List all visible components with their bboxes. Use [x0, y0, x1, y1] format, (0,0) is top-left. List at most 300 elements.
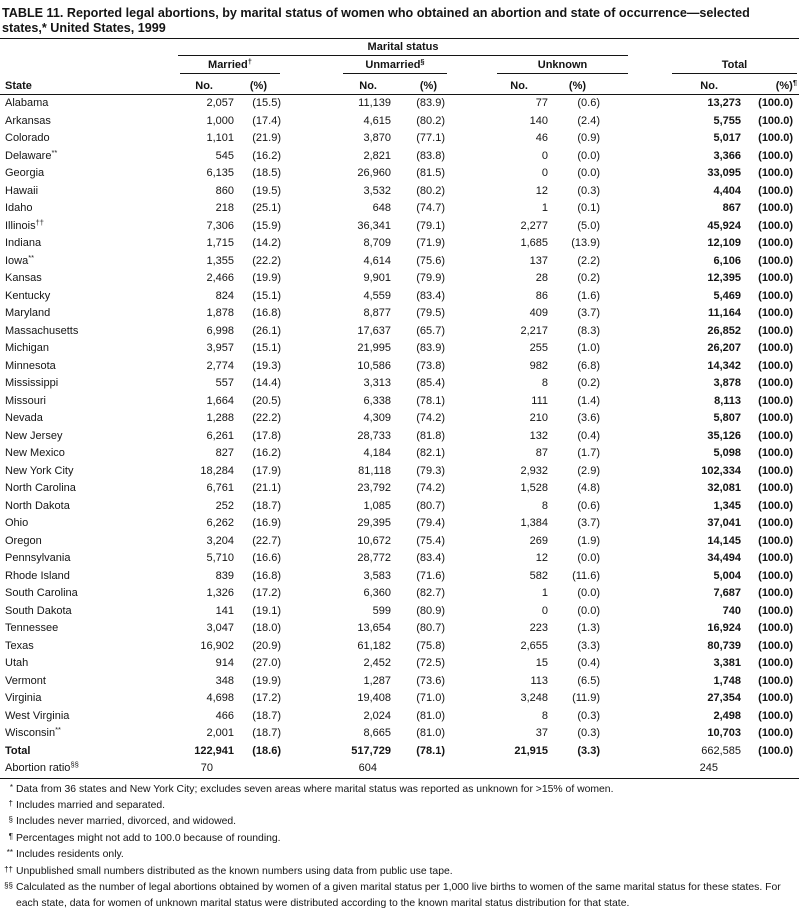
unknown-pct-cell: (13.9)	[571, 237, 601, 249]
total-no-cell: 16,924	[707, 622, 742, 634]
state-cell: Vermont	[5, 674, 46, 687]
unmarried-no-cell: 2,024	[363, 709, 391, 722]
table-row	[0, 270, 799, 288]
total-no-cell: 5,755	[713, 114, 742, 127]
married-ratio-cell: 70	[176, 760, 236, 778]
total-no-cell: 3,366	[713, 149, 742, 162]
total-pct-cell: (100.0)	[758, 517, 794, 529]
footnote-marker: †	[8, 798, 13, 808]
unmarried-pct-cell: (83.8)	[416, 149, 445, 162]
footnote	[0, 847, 799, 863]
total-pct-cell: (100.0)	[758, 254, 794, 267]
unknown-no-cell: 409	[529, 307, 548, 319]
total-pct-cell: (100.0)	[758, 587, 794, 599]
unmarried-no-cell: 81,118	[358, 464, 391, 477]
footnote-marker: §	[8, 815, 13, 825]
total-pct-cell: (100.0)	[758, 219, 794, 232]
married-pct-cell: (16.6)	[252, 552, 281, 564]
married-no-cell: 4,698	[206, 692, 234, 704]
table-row	[0, 95, 799, 113]
unknown-pct-cell: (0.0)	[577, 587, 601, 599]
state-cell: Idaho	[5, 202, 33, 214]
married-no-cell: 2,466	[206, 272, 234, 284]
state-cell: Arkansas	[5, 114, 51, 127]
col-header-married-no: No.	[176, 74, 236, 95]
total-no-cell: 3,878	[713, 377, 742, 389]
state-footnote-marker: **	[51, 147, 58, 157]
unmarried-pct-cell: (80.2)	[416, 114, 445, 127]
table-row	[0, 148, 799, 166]
total-pct-cell: (100.0)	[758, 149, 794, 162]
married-no-cell: 2,001	[206, 727, 234, 739]
married-pct-cell: (20.5)	[252, 394, 281, 407]
total-no-cell: 33,095	[707, 167, 742, 179]
total-pct-cell: (100.0)	[758, 692, 794, 704]
unknown-pct-cell: (0.0)	[577, 604, 601, 617]
table-row	[0, 428, 799, 446]
unknown-pct-cell: (0.0)	[577, 167, 601, 179]
total-pct-cell: (100.0)	[758, 534, 794, 547]
married-pct-cell: (16.2)	[252, 149, 281, 162]
unknown-no-cell: 0	[541, 604, 548, 617]
total-no-cell: 34,494	[707, 552, 742, 564]
unknown-pct-cell: (3.3)	[577, 744, 601, 757]
unknown-pct-cell: (0.3)	[577, 709, 601, 722]
total-no-cell: 37,041	[707, 517, 742, 529]
col-header-unknown-no: No.	[447, 74, 550, 95]
unknown-pct-cell: (3.7)	[577, 517, 601, 529]
state-cell: Alabama	[5, 97, 49, 109]
state-cell: Nevada	[5, 412, 43, 424]
married-no-cell: 6,262	[206, 517, 234, 529]
total-pct-cell: (100.0)	[758, 377, 794, 389]
married-pct-cell: (19.1)	[252, 604, 281, 617]
married-pct-cell: (16.9)	[252, 517, 281, 529]
unknown-no-cell: 3,248	[520, 692, 548, 704]
unmarried-no-cell: 13,654	[357, 622, 391, 634]
total-pct-cell: (100.0)	[758, 552, 794, 564]
total-no-cell: 102,334	[701, 464, 742, 477]
unknown-no-cell: 8	[541, 709, 548, 722]
total-no-cell: 13,273	[707, 97, 742, 109]
unmarried-no-cell: 8,665	[363, 727, 391, 739]
total-pct-cell: (100.0)	[758, 272, 794, 284]
state-cell: Mississippi	[5, 377, 59, 389]
married-no-cell: 252	[215, 499, 234, 512]
col-group-unknown	[447, 56, 630, 74]
married-pct-cell: (17.2)	[252, 587, 281, 599]
married-pct-cell: (18.6)	[252, 744, 281, 757]
table-row	[0, 130, 799, 148]
unknown-pct-cell: (0.3)	[577, 727, 601, 739]
unknown-pct-cell: (0.4)	[577, 429, 601, 442]
table-row	[0, 235, 799, 253]
married-pct-cell: (19.9)	[252, 272, 281, 284]
total-no-cell: 5,807	[713, 412, 742, 424]
unmarried-no-cell: 4,559	[363, 289, 391, 302]
abortions-by-marital-status-table	[0, 39, 799, 779]
footnote-text: Calculated as the number of legal abortions obtained by women of a given marital status per 1,000 live births to women of the same marital status for these states. For each state, data for women of unknown marital status were distributed according to the known marital status distribution for that state.	[16, 881, 781, 910]
unmarried-pct-cell: (81.0)	[416, 727, 445, 739]
state-cell: Hawaii	[5, 184, 39, 197]
total-pct-cell: (100.0)	[758, 447, 794, 459]
unmarried-pct-cell: (83.9)	[416, 97, 445, 109]
married-pct-cell: (22.7)	[252, 534, 281, 547]
total-no-cell: 867	[722, 202, 742, 214]
unknown-no-cell: 12	[535, 552, 548, 564]
state-cell: Missouri	[5, 394, 46, 407]
unknown-pct-cell: (0.2)	[577, 272, 601, 284]
table-title: TABLE 11. Reported legal abortions, by marital status of women who obtained an abortion and state of occurrence—selected states,* United States, 1999	[0, 0, 799, 39]
unmarried-no-cell: 4,614	[363, 254, 391, 267]
total-ratio-cell: 245	[630, 760, 743, 778]
unmarried-pct-cell: (81.5)	[416, 167, 445, 179]
total-pct-cell: (100.0)	[758, 202, 794, 214]
table-row	[0, 725, 799, 743]
unmarried-pct-cell: (81.8)	[416, 429, 445, 442]
footnote	[0, 864, 799, 880]
footnote-text: Unpublished small numbers distributed as the known numbers using data from public use tape.	[16, 865, 453, 877]
married-no-cell: 466	[215, 709, 234, 722]
married-no-cell: 3,047	[206, 622, 234, 634]
table-row	[0, 375, 799, 393]
unknown-pct-cell: (6.8)	[577, 359, 601, 372]
footnote-text: Data from 36 states and New York City; excludes seven areas where marital status was reported as unknown for >15% of women.	[16, 783, 614, 795]
married-pct-cell: (15.5)	[252, 97, 281, 109]
total-no-cell: 2,498	[713, 709, 742, 722]
state-cell: Michigan	[5, 342, 50, 354]
table-row	[0, 445, 799, 463]
married-no-cell: 3,957	[206, 342, 234, 354]
unmarried-no-cell: 36,341	[357, 219, 391, 232]
unmarried-pct-cell: (75.6)	[416, 254, 445, 267]
unknown-no-cell: 111	[531, 394, 548, 407]
unmarried-pct-cell: (65.7)	[416, 324, 445, 337]
total-no-cell: 662,585	[701, 744, 742, 757]
state-cell: Indiana	[5, 237, 42, 249]
married-pct-cell: (19.9)	[252, 674, 281, 687]
footnote	[0, 880, 799, 913]
married-no-cell: 6,761	[206, 482, 234, 494]
unknown-no-cell: 982	[529, 359, 548, 372]
unknown-no-cell: 140	[529, 114, 548, 127]
unknown-pct-cell: (1.3)	[577, 622, 601, 634]
total-pct-cell: (100.0)	[758, 114, 794, 127]
married-no-cell: 348	[215, 674, 234, 687]
unmarried-no-cell: 19,408	[357, 692, 391, 704]
total-pct-cell: (100.0)	[758, 184, 794, 197]
married-no-cell: 1,101	[206, 132, 234, 144]
unmarried-pct-cell: (83.9)	[416, 342, 445, 354]
table-row	[0, 568, 799, 586]
total-pct-cell: (100.0)	[758, 744, 794, 757]
state-cell: Kentucky	[5, 289, 51, 302]
married-no-cell: 6,135	[206, 167, 234, 179]
unmarried-pct-cell: (79.9)	[416, 272, 445, 284]
unmarried-no-cell: 28,772	[357, 552, 391, 564]
state-cell: Rhode Island	[5, 569, 70, 582]
total-no-cell: 12,109	[707, 237, 742, 249]
table-row	[0, 690, 799, 708]
unmarried-no-cell: 10,672	[357, 534, 391, 547]
total-pct-cell: (100.0)	[758, 464, 794, 477]
total-pct-cell: (100.0)	[758, 342, 794, 354]
unmarried-pct-cell: (77.1)	[416, 132, 445, 144]
married-no-cell: 1,664	[206, 394, 234, 407]
table-row	[0, 183, 799, 201]
total-pct-cell: (100.0)	[758, 359, 794, 372]
unknown-pct-cell: (5.0)	[577, 219, 601, 232]
unknown-pct-cell: (1.9)	[577, 534, 601, 547]
footnote-text: Includes married and separated.	[16, 799, 166, 811]
married-no-cell: 2,774	[206, 359, 234, 372]
married-no-cell: 1,288	[206, 412, 234, 424]
total-label: Total	[721, 59, 748, 71]
table-row	[0, 655, 799, 673]
married-footnote-marker: †	[247, 57, 252, 66]
total-no-cell: 5,098	[713, 447, 742, 459]
total-pct-cell: (100.0)	[758, 657, 794, 669]
table-row	[0, 253, 799, 271]
footnote-marker: **	[6, 848, 13, 858]
table-row	[0, 288, 799, 306]
col-header-unmarried-pct: (%)	[393, 74, 447, 95]
table-row	[0, 498, 799, 516]
married-pct-cell: (18.5)	[252, 167, 281, 179]
married-no-cell: 1,355	[206, 254, 234, 267]
table-row	[0, 165, 799, 183]
unmarried-pct-cell: (80.7)	[416, 622, 445, 634]
total-pct-cell: (100.0)	[758, 324, 794, 337]
total-no-cell: 26,207	[707, 342, 742, 354]
table-row	[0, 393, 799, 411]
unmarried-pct-cell: (80.7)	[416, 499, 445, 512]
state-cell: Virginia	[5, 692, 42, 704]
total-pct-cell: (100.0)	[758, 167, 794, 179]
total-pct-cell: (100.0)	[758, 289, 794, 302]
total-no-cell: 26,852	[707, 324, 742, 337]
footnote-marker: §§	[4, 880, 13, 890]
unmarried-label: Unmarried	[365, 59, 421, 71]
married-no-cell: 860	[215, 184, 234, 197]
unknown-pct-cell: (0.6)	[577, 499, 601, 512]
marital-status-spanner-row	[0, 39, 799, 56]
state-cell: Texas	[5, 639, 34, 652]
table-row	[0, 708, 799, 726]
unknown-pct-cell: (0.4)	[577, 657, 601, 669]
unknown-no-cell: 8	[541, 377, 548, 389]
footnote-text: Includes never married, divorced, and widowed.	[16, 816, 237, 828]
married-pct-cell: (21.1)	[252, 482, 281, 494]
unmarried-pct-cell: (80.2)	[416, 184, 445, 197]
table-row	[0, 463, 799, 481]
married-pct-cell: (27.0)	[252, 657, 281, 669]
total-row	[0, 743, 799, 761]
unknown-no-cell: 137	[529, 254, 548, 267]
total-no-cell: 4,404	[713, 184, 742, 197]
married-no-cell: 122,941	[194, 744, 234, 757]
unknown-pct-cell: (8.3)	[577, 324, 601, 337]
unmarried-no-cell: 517,729	[351, 744, 391, 757]
unknown-no-cell: 2,655	[520, 639, 548, 652]
total-no-cell: 5,004	[713, 569, 742, 582]
col-group-married	[176, 56, 283, 74]
col-header-state: State	[0, 39, 176, 95]
married-no-cell: 16,902	[200, 639, 234, 652]
unknown-no-cell: 1,685	[520, 237, 548, 249]
married-pct-cell: (18.7)	[252, 709, 281, 722]
col-header-total-pct: (%)¶	[743, 74, 799, 95]
col-header-married-pct: (%)	[236, 74, 283, 95]
col-header-unknown-pct: (%)	[550, 74, 630, 95]
unmarried-pct-cell: (79.1)	[416, 219, 445, 232]
total-no-cell: 6,106	[713, 254, 742, 267]
unknown-no-cell: 28	[535, 272, 548, 284]
unmarried-pct-cell: (73.8)	[416, 359, 445, 372]
table-row	[0, 603, 799, 621]
unknown-no-cell: 1,528	[520, 482, 548, 494]
unmarried-pct-cell: (78.1)	[416, 394, 445, 407]
state-cell: Minnesota	[5, 359, 56, 372]
col-header-total-no: No.	[630, 74, 743, 95]
unknown-pct-cell: (0.3)	[577, 184, 601, 197]
table-row	[0, 620, 799, 638]
unmarried-no-cell: 28,733	[357, 429, 391, 442]
married-pct-cell: (15.9)	[252, 219, 281, 232]
married-no-cell: 1,878	[206, 307, 234, 319]
married-no-cell: 839	[215, 569, 234, 582]
unmarried-no-cell: 8,877	[363, 307, 391, 319]
total-pct-cell: (100.0)	[758, 639, 794, 652]
table-row	[0, 358, 799, 376]
married-no-cell: 545	[215, 149, 234, 162]
total-no-cell: 5,017	[713, 132, 742, 144]
unmarried-pct-cell: (83.4)	[416, 289, 445, 302]
col-header-unmarried-no: No.	[283, 74, 393, 95]
state-cell: Tennessee	[5, 622, 59, 634]
unknown-no-cell: 87	[535, 447, 548, 459]
state-cell: Massachusetts	[5, 324, 79, 337]
unmarried-pct-cell: (71.9)	[416, 237, 445, 249]
married-no-cell: 6,998	[206, 324, 234, 337]
unmarried-no-cell: 648	[372, 202, 391, 214]
married-no-cell: 1,000	[206, 114, 234, 127]
table-row	[0, 305, 799, 323]
unmarried-no-cell: 11,139	[358, 97, 391, 109]
married-pct-cell: (18.0)	[252, 622, 281, 634]
total-row-label: Total	[5, 744, 31, 757]
unmarried-pct-cell: (81.0)	[416, 709, 445, 722]
total-no-cell: 14,145	[707, 534, 742, 547]
married-pct-cell: (17.4)	[252, 114, 281, 127]
unmarried-no-cell: 1,287	[363, 674, 391, 687]
footnote	[0, 798, 799, 814]
state-cell: Delaware**	[5, 147, 58, 162]
married-pct-cell: (15.1)	[252, 342, 281, 354]
total-no-cell: 27,354	[707, 692, 742, 704]
state-cell: Iowa**	[5, 252, 35, 267]
unmarried-ratio-cell: 604	[283, 760, 393, 778]
footnote-marker: ††	[4, 864, 13, 874]
unknown-no-cell: 210	[529, 412, 548, 424]
unknown-no-cell: 2,217	[520, 324, 548, 337]
married-pct-cell: (20.9)	[252, 639, 281, 652]
unknown-pct-cell: (0.6)	[577, 97, 601, 109]
unknown-pct-cell: (1.7)	[577, 447, 601, 459]
married-no-cell: 1,715	[206, 237, 234, 249]
unknown-pct-cell: (0.0)	[577, 149, 601, 162]
unknown-pct-cell: (6.5)	[577, 674, 601, 687]
table-body	[0, 95, 799, 779]
married-pct-cell: (15.1)	[252, 289, 281, 302]
total-pct-cell: (100.0)	[758, 727, 794, 739]
table-row	[0, 340, 799, 358]
table-row	[0, 673, 799, 691]
unknown-pct-cell: (0.0)	[577, 552, 601, 564]
state-cell: Pennsylvania	[5, 552, 71, 564]
state-cell: Utah	[5, 657, 29, 669]
unknown-label: Unknown	[537, 59, 588, 71]
unknown-no-cell: 21,915	[514, 744, 548, 757]
unknown-no-cell: 582	[529, 569, 548, 582]
married-no-cell: 218	[215, 202, 234, 214]
state-cell: North Dakota	[5, 499, 70, 512]
total-pct-footnote-marker: ¶	[792, 78, 798, 87]
col-group-marital-status	[176, 39, 630, 56]
total-no-cell: 35,126	[707, 429, 742, 442]
unmarried-no-cell: 2,821	[363, 149, 391, 162]
total-no-cell: 10,703	[707, 727, 742, 739]
married-no-cell: 3,204	[206, 534, 234, 547]
state-cell: North Carolina	[5, 482, 76, 494]
unknown-pct-cell: (3.6)	[577, 412, 601, 424]
unmarried-no-cell: 3,532	[363, 184, 391, 197]
married-no-cell: 18,284	[200, 464, 234, 477]
married-pct-cell: (22.2)	[252, 412, 281, 424]
married-no-cell: 7,306	[206, 219, 234, 232]
married-no-cell: 6,261	[206, 429, 234, 442]
table-row	[0, 113, 799, 131]
unknown-no-cell: 77	[535, 97, 548, 109]
married-pct-cell: (26.1)	[252, 324, 281, 337]
unmarried-no-cell: 9,901	[363, 272, 391, 284]
unmarried-no-cell: 61,182	[357, 639, 391, 652]
footnote-text: Includes residents only.	[16, 849, 124, 861]
total-pct-cell: (100.0)	[758, 307, 794, 319]
state-cell: New York City	[5, 464, 74, 477]
married-no-cell: 824	[215, 289, 234, 302]
marital-status-label: Marital status	[367, 41, 439, 53]
unknown-no-cell: 269	[529, 534, 548, 547]
unknown-no-cell: 1	[541, 202, 548, 214]
total-pct-cell: (100.0)	[758, 97, 794, 109]
unmarried-no-cell: 8,709	[363, 237, 391, 249]
unknown-no-cell: 1	[541, 587, 548, 599]
total-no-cell: 740	[722, 604, 742, 617]
state-cell: Ohio	[5, 517, 29, 529]
married-pct-cell: (17.9)	[252, 464, 281, 477]
unknown-pct-cell: (3.7)	[577, 307, 601, 319]
unknown-pct-cell: (0.9)	[577, 132, 601, 144]
married-pct-cell: (19.3)	[252, 359, 281, 372]
state-cell: Kansas	[5, 272, 42, 284]
table-row	[0, 638, 799, 656]
total-pct-cell: (100.0)	[758, 674, 794, 687]
unmarried-no-cell: 3,870	[363, 132, 391, 144]
state-footnote-marker: ††	[35, 217, 44, 227]
unknown-no-cell: 15	[535, 657, 548, 669]
married-pct-cell: (25.1)	[252, 202, 281, 214]
